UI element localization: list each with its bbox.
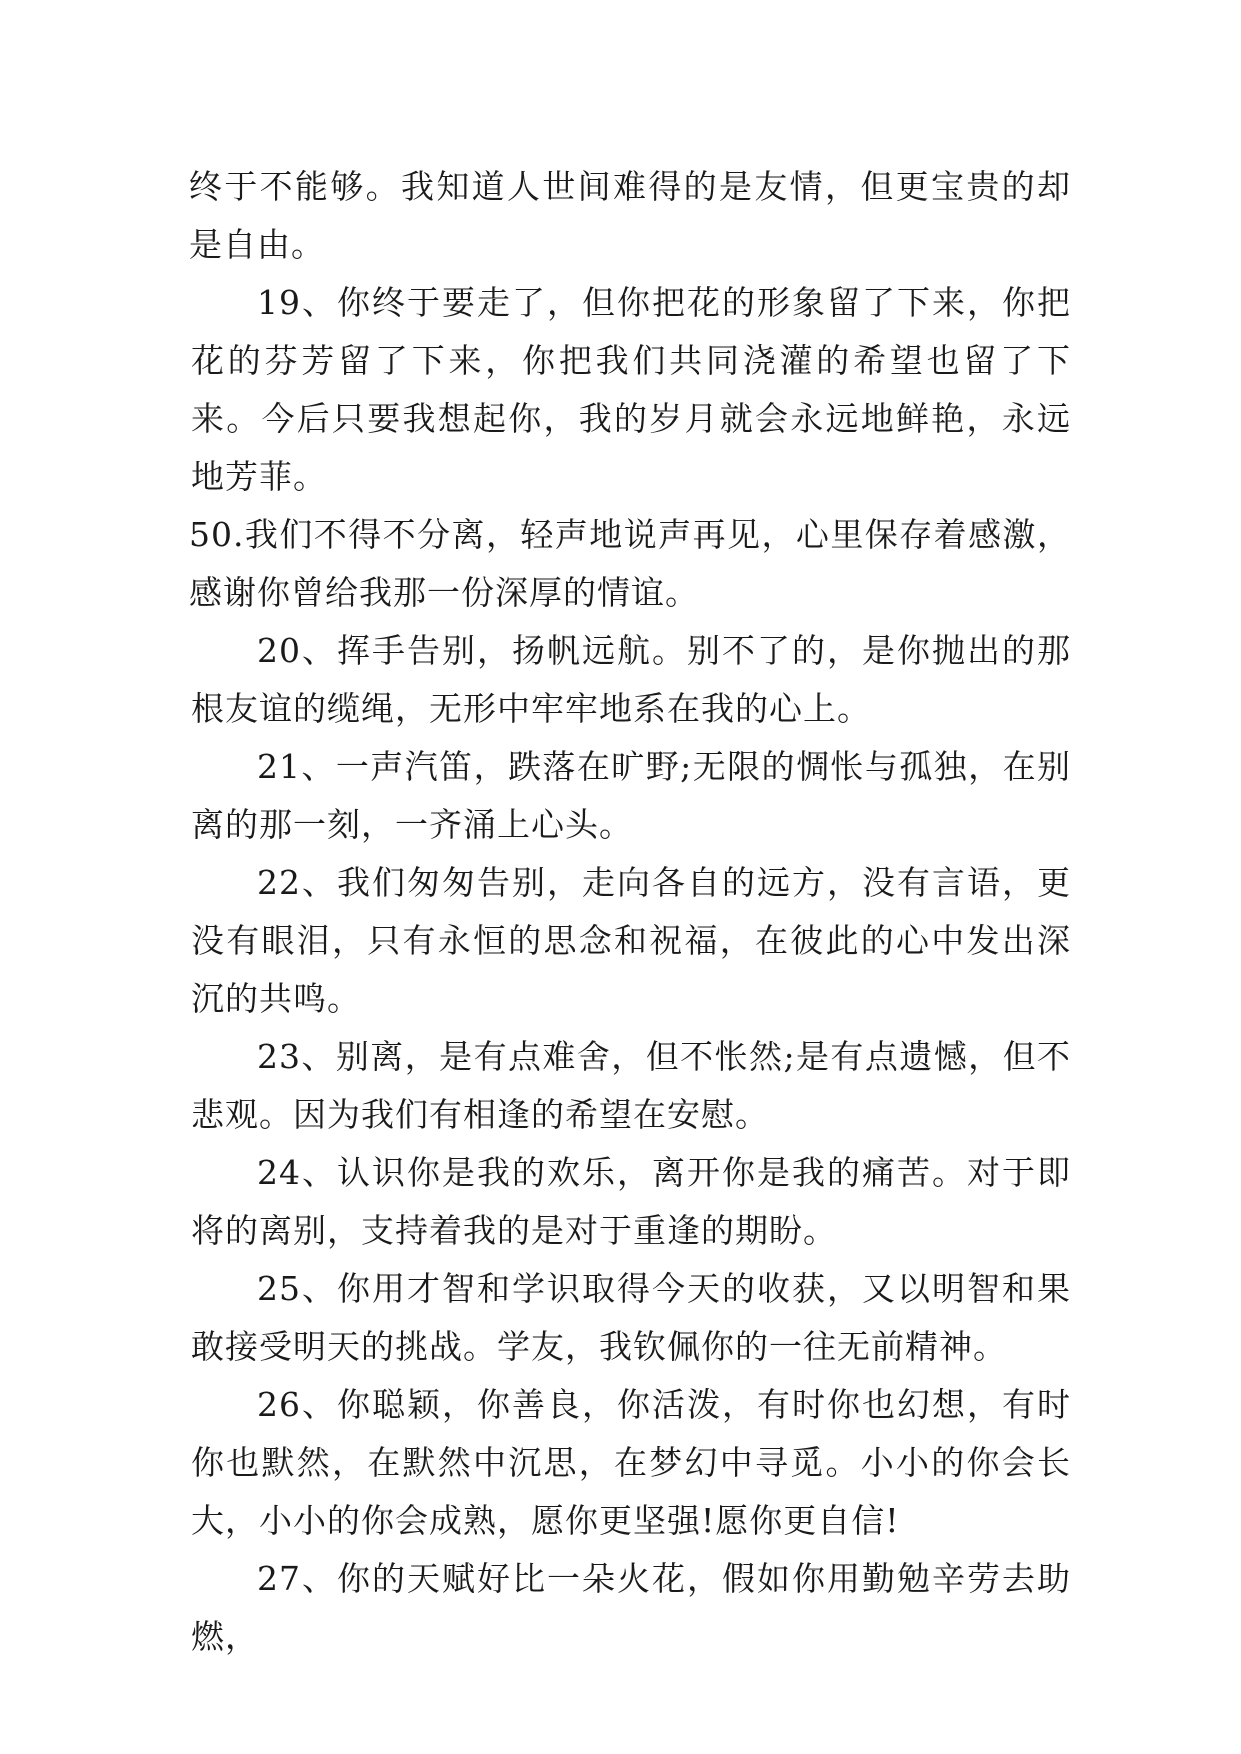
- paragraph-21: 21、一声汽笛，跌落在旷野;无限的惆怅与孤独，在别离的那一刻，一齐涌上心头。: [191, 747, 1071, 844]
- document-body: [191, 158, 1071, 1666]
- paragraph-25: 25、你用才智和学识取得今天的收获，又以明智和果敢接受明天的挑战。学友，我钦佩你的一往无前精神。: [191, 1269, 1071, 1366]
- paragraph-19: 19、你终于要走了，但你把花的形象留了下来，你把花的芬芳留了下来，你把我们共同浇灌的希望也留了下来。今后只要我想起你，我的岁月就会永远地鲜艳，永远地芳菲。: [191, 283, 1071, 496]
- paragraph-22: 22、我们匆匆告别，走向各自的远方，没有言语，更没有眼泪，只有永恒的思念和祝福，在彼此的心中发出深沉的共鸣。: [191, 863, 1071, 1018]
- paragraph-26: 26、你聪颖，你善良，你活泼，有时你也幻想，有时你也默然，在默然中沉思，在梦幻中寻觅。小小的你会长大，小小的你会成熟，愿你更坚强!愿你更自信!: [191, 1385, 1071, 1540]
- paragraph-20: 20、挥手告别，扬帆远航。别不了的，是你抛出的那根友谊的缆绳，无形中牢牢地系在我的心上。: [191, 631, 1071, 728]
- paragraph-continuation: 终于不能够。我知道人世间难得的是友情，但更宝贵的却是自由。: [189, 167, 1071, 264]
- paragraph-23: 23、别离，是有点难舍，但不怅然;是有点遗憾，但不悲观。因为我们有相逢的希望在安慰。: [191, 1037, 1071, 1134]
- paragraph-24: 24、认识你是我的欢乐，离开你是我的痛苦。对于即将的离别，支持着我的是对于重逢的期盼。: [191, 1153, 1071, 1250]
- paragraph-27: 27、你的天赋好比一朵火花，假如你用勤勉辛劳去助燃，: [191, 1559, 1071, 1656]
- paragraph-50: 50.我们不得不分离，轻声地说声再见，心里保存着感激，感谢你曾给我那一份深厚的情谊。: [189, 515, 1071, 612]
